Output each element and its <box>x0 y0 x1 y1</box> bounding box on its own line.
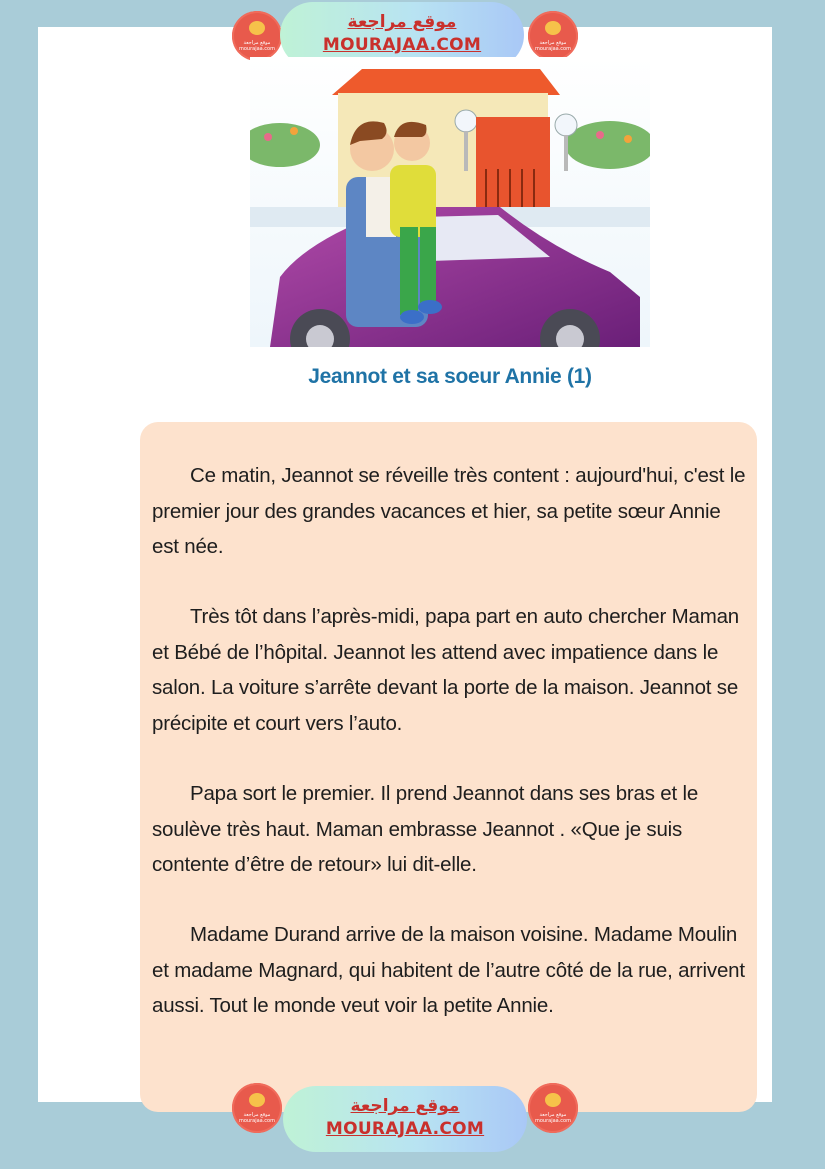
site-name-arabic[interactable]: موقع مراجعة <box>350 1096 460 1116</box>
paragraph: Papa sort le premier. Il prend Jeannot dans ses bras et le soulève très haut. Maman embrasse Jeannot . «Que je suis contente d’être de retour» lui dit-elle. <box>152 782 699 876</box>
father-holding-son-illustration <box>250 57 650 347</box>
site-link-footer[interactable] <box>283 1086 527 1152</box>
site-logo-icon: موقع مراجعة mourajaa.com <box>232 11 282 61</box>
paragraph: Ce matin, Jeannot se réveille très content : aujourd'hui, c'est le premier jour des grandes vacances et hier, sa petite sœur Annie est née. <box>152 464 746 558</box>
site-name-arabic[interactable]: موقع مراجعة <box>347 12 457 32</box>
site-name-latin[interactable]: MOURAJAA.COM <box>325 1119 485 1139</box>
paragraph: Très tôt dans l’après-midi, papa part en auto chercher Maman et Bébé de l’hôpital. Jeannot les attend avec impatience dans le salon. La voiture s’arrête devant la porte de la maison. Jeannot se précipite et court vers l’auto. <box>152 605 739 735</box>
site-logo-icon: موقع مراجعة mourajaa.com <box>528 1083 578 1133</box>
paragraph: Madame Durand arrive de la maison voisine. Madame Moulin et madame Magnard, qui habitent de l’autre côté de la rue, arrivent aussi. Tout le monde veut voir la petite Annie. <box>152 923 745 1017</box>
site-name-latin[interactable]: MOURAJAA.COM <box>322 35 482 55</box>
site-logo-icon: موقع مراجعة mourajaa.com <box>528 11 578 61</box>
site-logo-icon: موقع مراجعة mourajaa.com <box>232 1083 282 1133</box>
page-title: Jeannot et sa soeur Annie (1) <box>308 365 592 388</box>
